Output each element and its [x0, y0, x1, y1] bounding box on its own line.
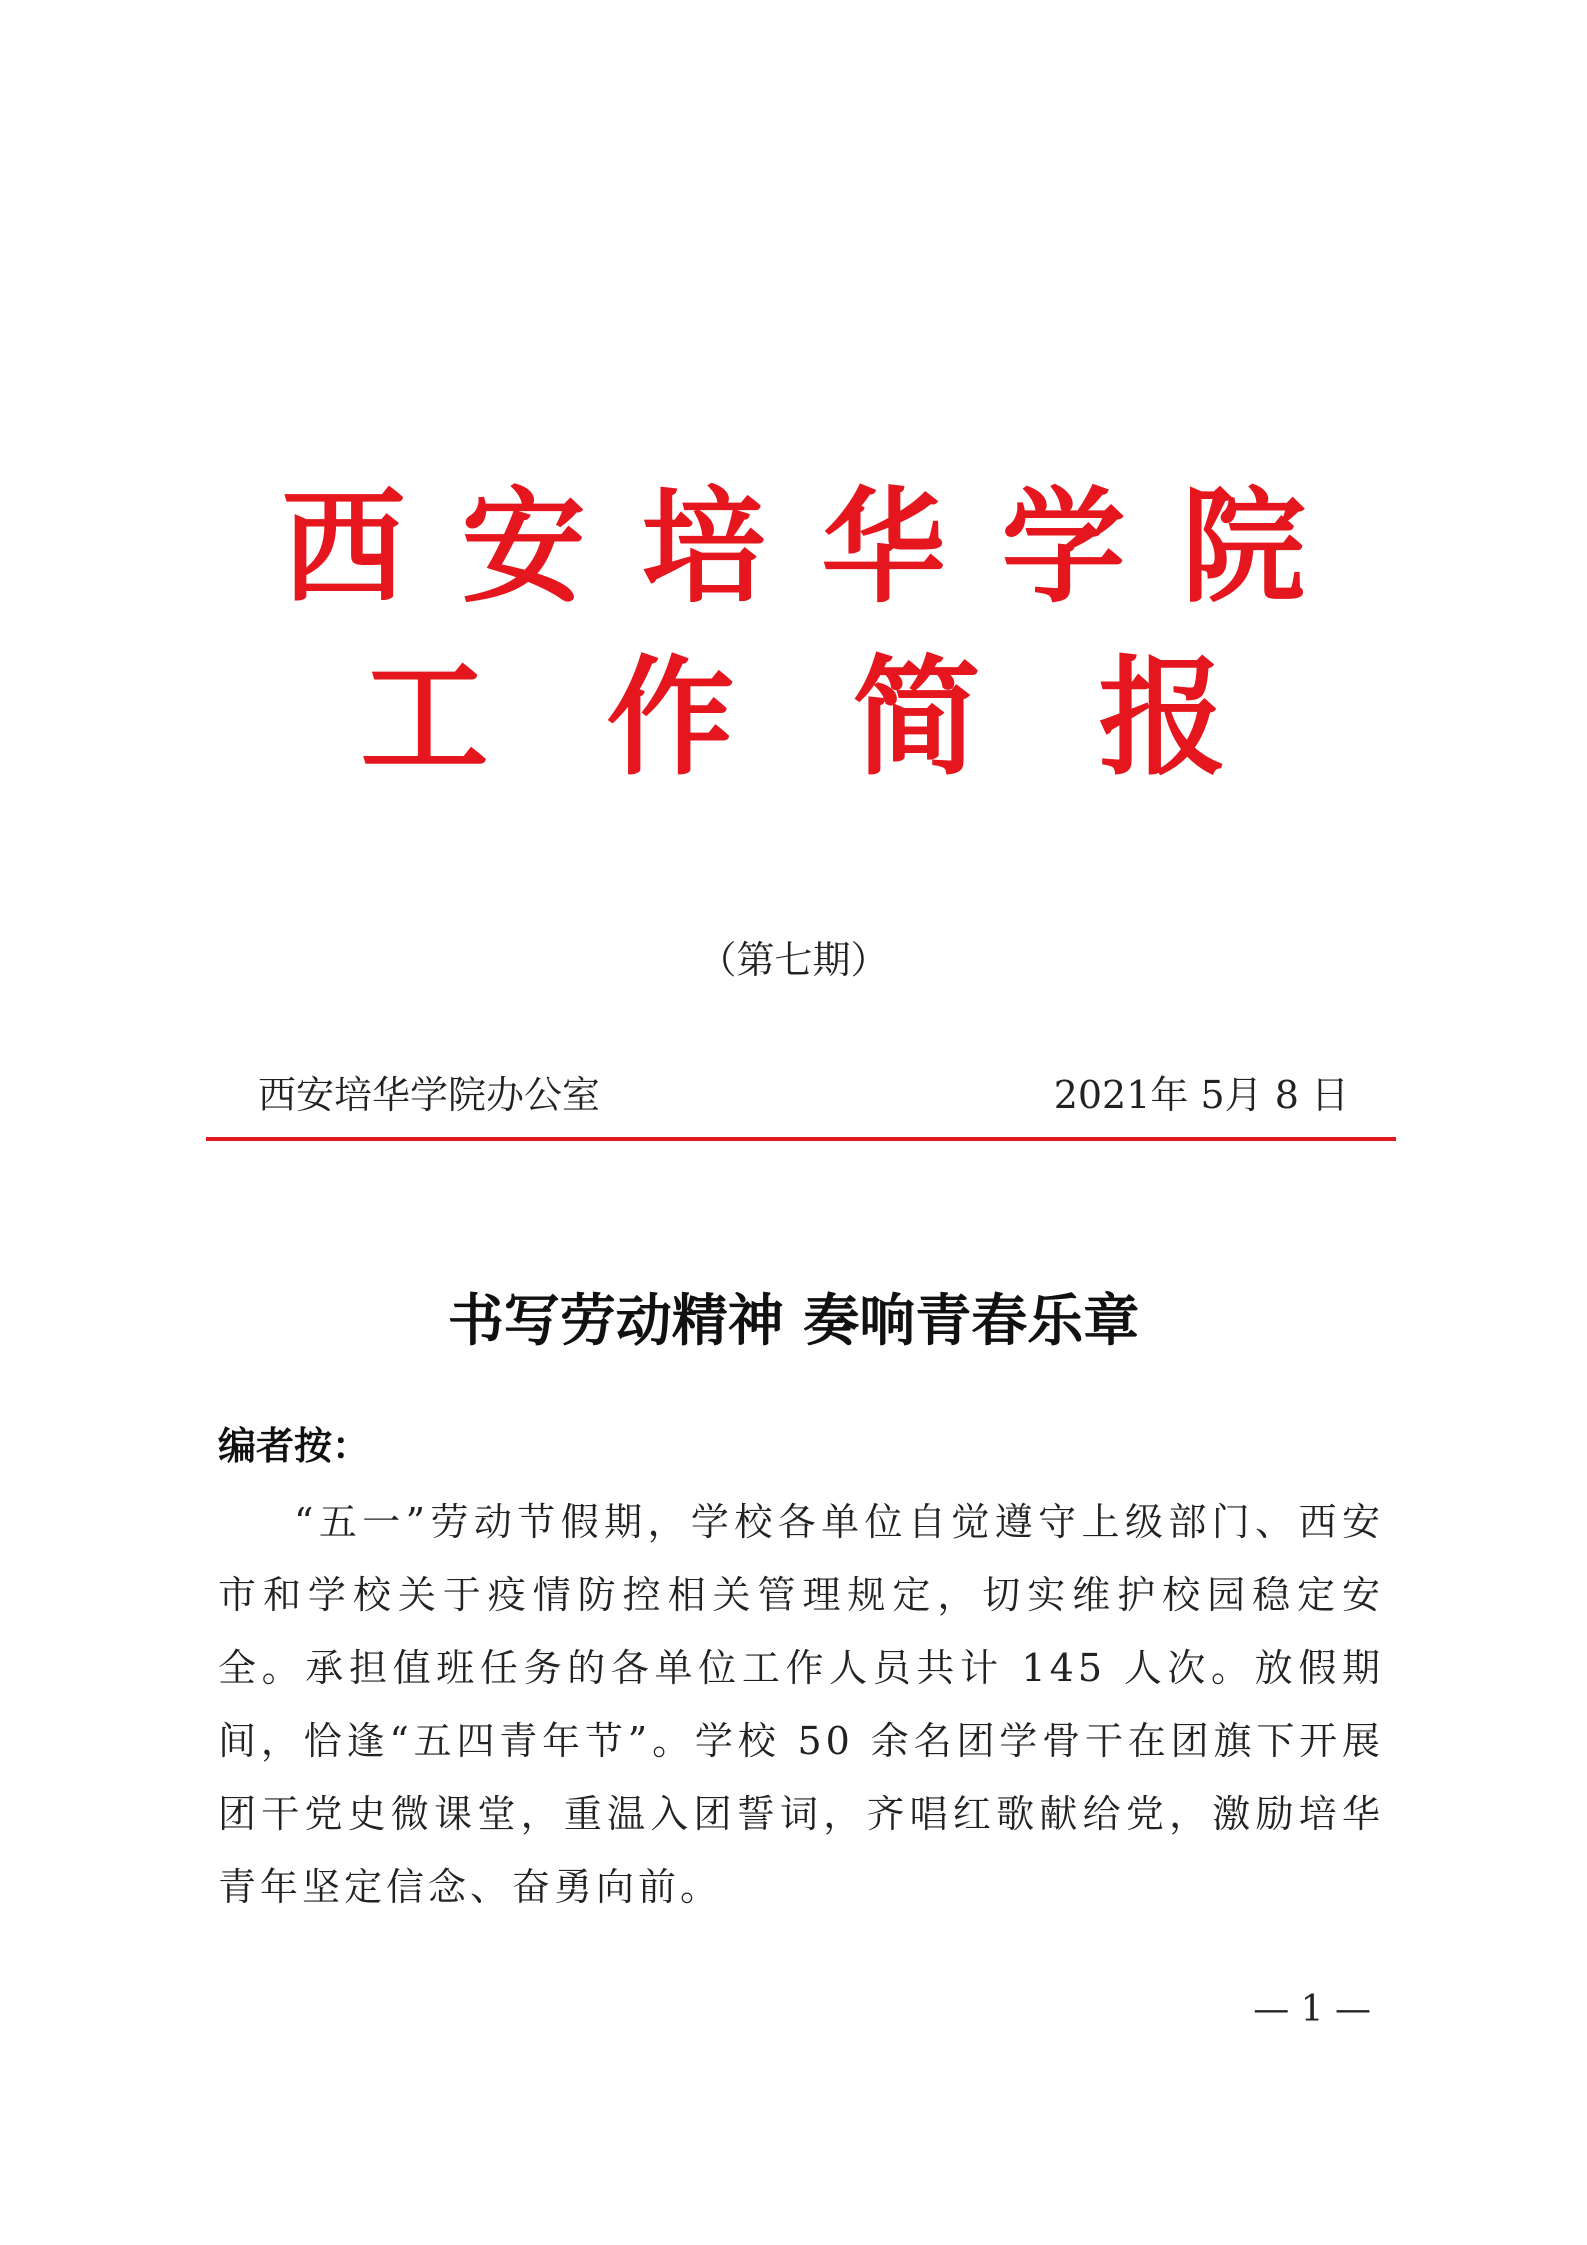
page-number: — 1 —	[1253, 1989, 1371, 2030]
issue-date: 2021年 5月 8 日	[1053, 1073, 1349, 1117]
issuer-date-row	[0, 1065, 1587, 1125]
editor-note-label: 编者按：	[218, 1423, 371, 1468]
article-title: 书写劳动精神 奏响青春乐章	[447, 1288, 1140, 1354]
masthead-institution: 西安培华学院	[281, 475, 1362, 620]
issuing-office: 西安培华学院办公室	[258, 1073, 601, 1117]
masthead-publication-title: 工作简报	[360, 643, 1345, 793]
editor-note-body: “五一”劳动节假期，学校各单位自觉遵守上级部门、西安市和学校关于疫情防控相关管理规定，切实维护校园稳定安全。承担值班任务的各单位工作人员共计 145 人次。放假期间，恰逢“五四青年节”。学校 50 余名团学骨干在团旗下开展团干党史微课堂，重温入团誓词，齐唱红歌献给党，激励培华青年坚定信念、奋勇向前。	[218, 1500, 1384, 1909]
red-separator-line	[206, 1137, 1396, 1141]
issue-number: （第七期）	[698, 938, 889, 982]
